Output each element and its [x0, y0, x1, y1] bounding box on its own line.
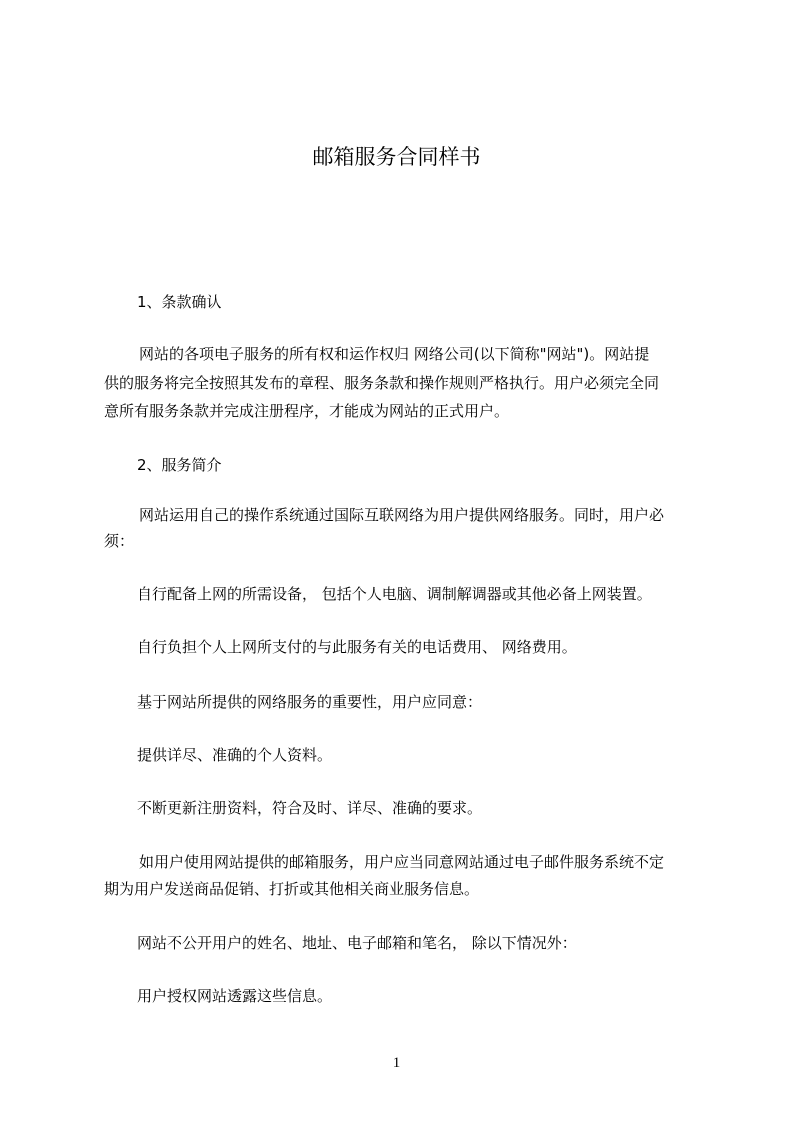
section-heading: 2、服务简介 [137, 456, 222, 474]
paragraph-line: 网站运用自己的操作系统通过国际互联网络为用户提供网络服务。同时，用户必 [139, 506, 665, 524]
paragraph-line: 供的服务将完全按照其发布的章程、服务条款和操作规则严格执行。用户必须完全同 [104, 374, 660, 392]
paragraph-line: 期为用户发送商品促销、打折或其他相关商业服务信息。 [104, 880, 480, 898]
paragraph-line: 不断更新注册资料，符合及时、详尽、准确的要求。 [137, 799, 483, 817]
paragraph-line: 意所有服务条款并完成注册程序，才能成为网站的正式用户。 [104, 402, 510, 420]
page-number: 1 [392, 1055, 401, 1071]
document-title: 邮箱服务合同样书 [312, 145, 481, 169]
paragraph-line: 须： [104, 532, 135, 550]
paragraph-line: 基于网站所提供的网络服务的重要性，用户应同意： [137, 693, 483, 711]
section-heading: 1、条款确认 [137, 293, 222, 311]
paragraph-line: 提供详尽、准确的个人资料。 [137, 746, 333, 764]
paragraph-line: 自行负担个人上网所支付的与此服务有关的电话费用、 网络费用。 [137, 638, 577, 656]
paragraph-line: 网站不公开用户的姓名、地址、电子邮箱和笔名， 除以下情况外： [137, 934, 577, 952]
paragraph-line: 用户授权网站透露这些信息。 [137, 987, 333, 1005]
paragraph-line: 网站的各项电子服务的所有权和运作权归 网络公司(以下简称"网站")。网站提 [139, 345, 650, 363]
paragraph-line: 如用户使用网站提供的邮箱服务，用户应当同意网站通过电子邮件服务系统不定 [139, 853, 665, 871]
paragraph-line: 自行配备上网的所需设备， 包括个人电脑、调制解调器或其他必备上网装置。 [137, 585, 652, 603]
